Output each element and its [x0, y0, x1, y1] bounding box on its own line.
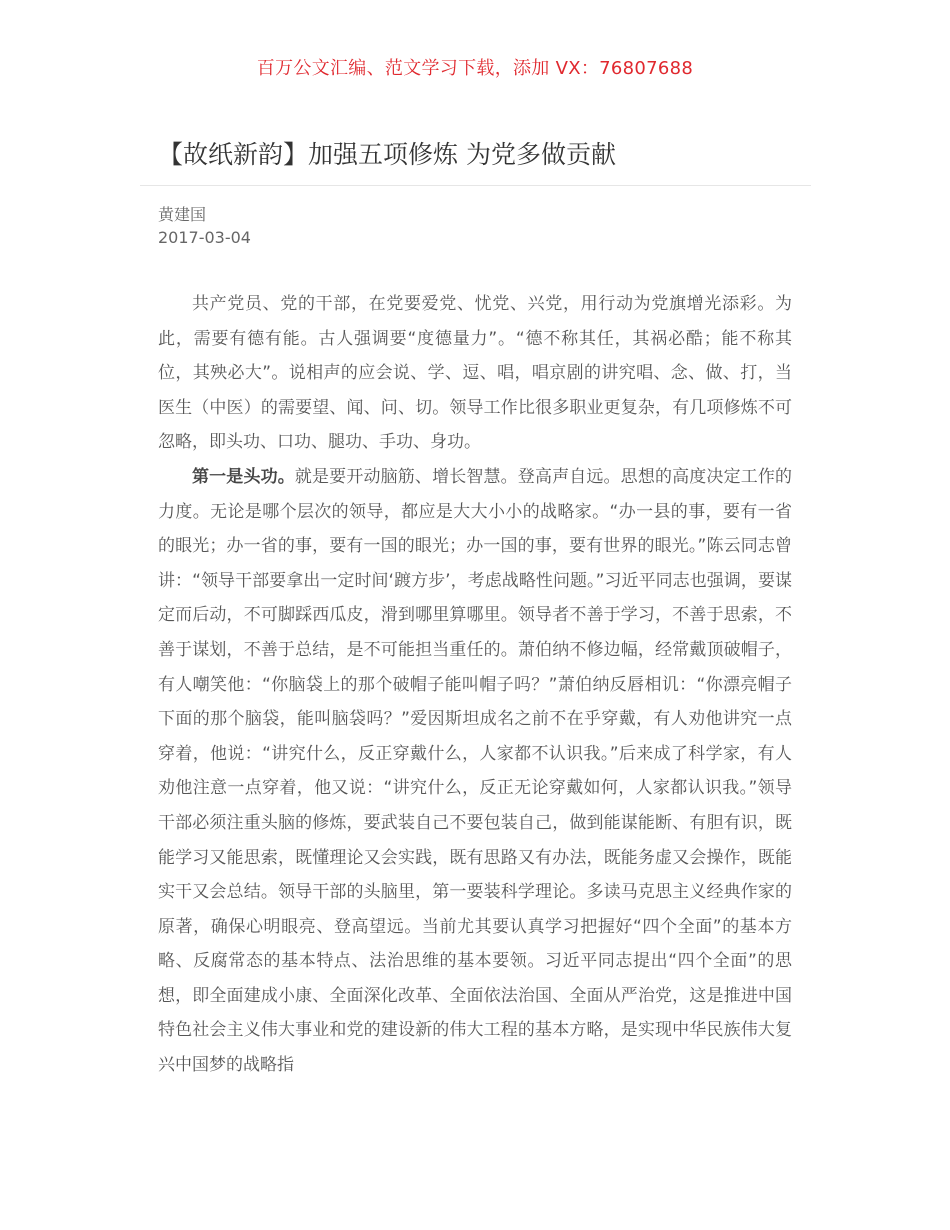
article-body [158, 287, 792, 1083]
article-title: 【故纸新韵】加强五项修炼 为党多做贡献 [158, 140, 616, 169]
promo-banner: 百万公文汇编、范文学习下载，添加 VX：76807688 [256, 58, 694, 79]
title-divider [140, 185, 811, 186]
paragraph-text: 就是要开动脑筋、增长智慧。登高声自远。思想的高度决定工作的力度。无论是哪个层次的领导，都应是大大小小的战略家。“办一县的事，要有一省的眼光；办一省的事，要有一国的眼光；办一国的事，要有世界的眼光。”陈云同志曾讲：“领导干部要拿出一定时间‘踱方步’，考虑战略性问题。”习近平同志也强调，要谋定而后动，不可脚踩西瓜皮，滑到哪里算哪里。领导者不善于学习，不善于思索，不善于谋划，不善于总结，是不可能担当重任的。萧伯纳不修边幅，经常戴顶破帽子，有人嘲笑他：“你脑袋上的那个破帽子能叫帽子吗？”萧伯纳反唇相讥：“你漂亮帽子下面的那个脑袋，能叫脑袋吗？”爱因斯坦成名之前不在乎穿戴，有人劝他讲究一点穿着，他说：“讲究什么，反正穿戴什么，人家都不认识我。”后来成了科学家，有人劝他注意一点穿着，他又说：“讲究什么，反正无论穿戴如何，人家都认识我。”领导干部必须注重头脑的修炼，要武装自己不要包装自己，做到能谋能断、有胆有识，既能学习又能思索，既懂理论又会实践，既有思路又有办法，既能务虚又会操作，既能实干又会总结。领导干部的头脑里，第一要装科学理论。多读马克思主义经典作家的原著，确保心明眼亮、登高望远。当前尤其要认真学习把握好“四个全面”的基本方略、反腐常态的基本特点、法治思维的基本要领。习近平同志提出“四个全面”的思想，即全面建成小康、全面深化改革、全面依法治国、全面从严治党，这是推进中国特色社会主义伟大事业和党的建设新的伟大工程的基本方略，是实现中华民族伟大复兴中国梦的战略指 [158, 466, 793, 1076]
paragraph-head-skill [158, 460, 792, 1083]
paragraph-intro: 共产党员、党的干部，在党要爱党、忧党、兴党，用行动为党旗增光添彩。为此，需要有德有能。古人强调要“度德量力”。“德不称其任，其祸必酷；能不称其位，其殃必大”。说相声的应会说、学、逗、唱，唱京剧的讲究唱、念、做、打，当医生（中医）的需要望、闻、问、切。领导工作比很多职业更复杂，有几项修炼不可忽略，即头功、口功、腿功、手功、身功。 [158, 294, 792, 453]
paragraph-lead: 第一是头功。 [192, 466, 295, 487]
publish-date: 2017-03-04 [158, 228, 251, 247]
author-name: 黄建国 [158, 205, 207, 224]
article-meta [158, 203, 251, 249]
